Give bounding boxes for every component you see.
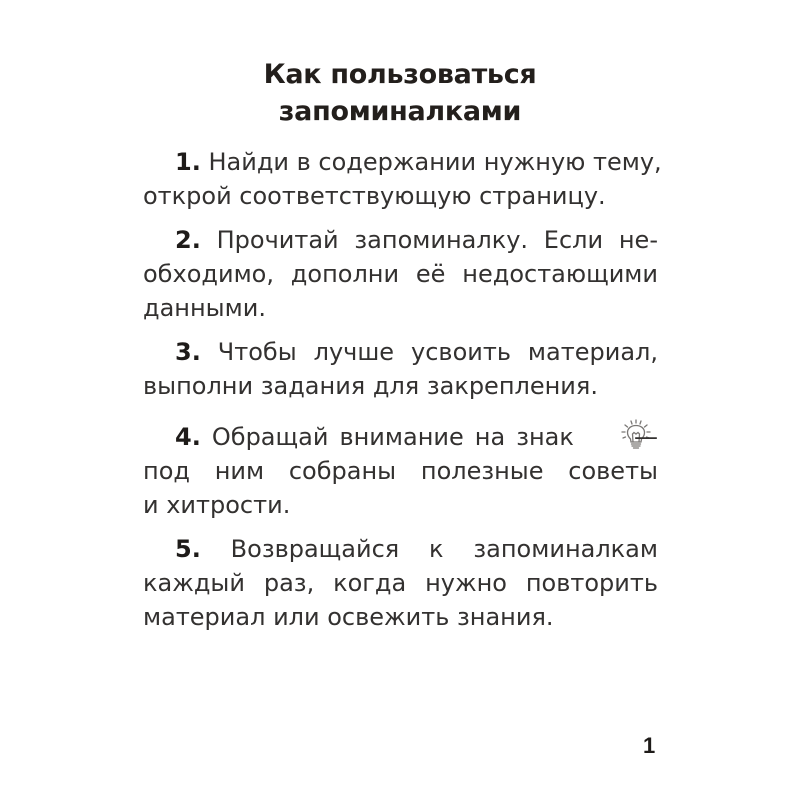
item-text-line: Чтобы лучше усвоить материал,: [217, 338, 658, 366]
item-text-line: каждый раз, когда нужно повторить: [143, 569, 658, 597]
item-text-line: Обращай внимание на знак: [211, 423, 574, 451]
item-number: 1.: [175, 148, 201, 176]
item-number: 5.: [175, 535, 201, 563]
item-number: 2.: [175, 226, 201, 254]
page-title: [0, 56, 800, 130]
item-text-line: обходимо, дополни её недостающими: [143, 260, 658, 288]
item-text-line: открой соответствующую страницу.: [143, 182, 606, 210]
title-line-1: Как пользоваться: [263, 59, 537, 90]
em-dash: —: [633, 423, 658, 451]
instruction-item-1: [143, 145, 662, 213]
item-text-line: и хитрости.: [143, 491, 291, 519]
item-text-line: под ним собраны полезные советы: [143, 457, 658, 485]
lightbulb-icon: [587, 419, 621, 453]
item-text-line: Возвращайся к запоминалкам: [230, 535, 658, 563]
instruction-item-5: [143, 532, 658, 634]
item-number: 3.: [175, 338, 201, 366]
page-number: 1: [643, 733, 656, 758]
item-text-line: Найди в содержании нужную тему,: [208, 148, 662, 176]
item-text-line: выполни задания для закрепления.: [143, 372, 598, 400]
instruction-item-2: [143, 223, 658, 325]
title-line-2: запоминалками: [278, 96, 522, 127]
instructions-list: [143, 145, 662, 644]
item-text-line: данными.: [143, 294, 266, 322]
instruction-item-4: [143, 419, 658, 522]
item-text-line: материал или освежить знания.: [143, 603, 554, 631]
instruction-item-3: [143, 335, 658, 403]
item-number: 4.: [175, 423, 201, 451]
item-text-line: Прочитай запоминалку. Если не-: [216, 226, 658, 254]
